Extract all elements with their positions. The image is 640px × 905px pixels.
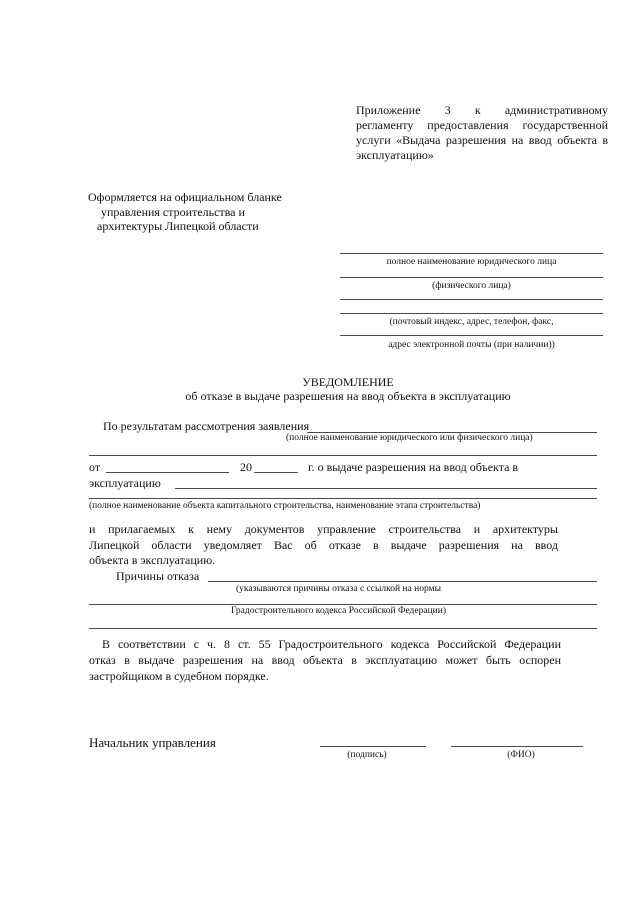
reasons-line (208, 581, 597, 582)
position-title: Начальник управления (89, 735, 216, 750)
operation-label: эксплуатацию (89, 476, 161, 490)
legal-entity-caption: полное наименование юридического лица (386, 257, 557, 267)
year-prefix: 20 (240, 460, 252, 474)
docs-line-2: Липецкой области уведомляет Вас об отказе в выдаче разрешения на ввод (89, 538, 558, 552)
individual-caption: (физического лица) (432, 281, 511, 291)
signature-caption: (подпись) (347, 750, 387, 760)
recipient-line-2 (340, 277, 603, 278)
appeal-line-1: В соответствии с ч. 8 ст. 55 Градостроительного кодекса Российской Федерации (102, 637, 561, 651)
appendix-line-4: эксплуатацию» (356, 148, 434, 162)
results-label: По результатам рассмотрения заявления (103, 419, 310, 433)
appendix-line-3: услуги «Выдача разрешения на ввод объекта в (356, 133, 608, 147)
recipient-line-5 (340, 335, 603, 336)
appeal-line-2: отказ в выдаче разрешения на ввод объекта в эксплуатацию может быть оспорен (89, 653, 561, 667)
issue-label: г. о выдаче разрешения на ввод объекта в (308, 460, 519, 474)
date-line (106, 472, 229, 473)
appeal-line-3: застройщиком в судебном порядке. (89, 669, 269, 683)
name-line (451, 746, 583, 747)
blank-note-line-2: управления строительства и (101, 205, 245, 219)
address-caption: (почтовый индекс, адрес, телефон, факс, (389, 317, 554, 327)
object-line (175, 488, 597, 489)
object-line-2 (89, 498, 597, 499)
year-line (254, 472, 298, 473)
name-caption: (ФИО) (507, 750, 535, 760)
reasons-line-3 (89, 628, 597, 629)
email-caption: адрес электронной почты (при наличии)) (388, 340, 555, 350)
applicant-line-2 (89, 455, 597, 456)
recipient-line-4 (340, 313, 603, 314)
blank-note-line-1: Оформляется на официальном бланке (88, 190, 282, 204)
object-caption: (полное наименование объекта капитального строительства, наименование этапа строительства) (89, 501, 481, 511)
reasons-line-2 (89, 604, 597, 605)
docs-line-1: и прилагаемых к нему документов управление строительства и архитектуры (89, 522, 558, 536)
notice-title: УВЕДОМЛЕНИЕ (302, 375, 394, 389)
docs-line-3: объекта в эксплуатацию. (89, 553, 216, 567)
appendix-line-1: Приложение 3 к административному (356, 103, 608, 117)
notice-subtitle: об отказе в выдаче разрешения на ввод объекта в эксплуатацию (185, 389, 511, 403)
appendix-line-2: регламенту предоставления государственной (356, 118, 608, 132)
blank-note-line-3: архитектуры Липецкой области (97, 219, 259, 233)
recipient-line-1 (340, 253, 603, 254)
reasons-label: Причины отказа (116, 569, 200, 583)
recipient-line-3 (340, 299, 603, 300)
reasons-caption-1: (указываются причины отказа с ссылкой на нормы (236, 584, 441, 594)
applicant-caption: (полное наименование юридического или физического лица) (286, 433, 533, 443)
signature-line (320, 746, 426, 747)
from-label: от (89, 460, 101, 474)
reasons-caption-2: Градостроительного кодекса Российской Федерации) (231, 606, 446, 616)
